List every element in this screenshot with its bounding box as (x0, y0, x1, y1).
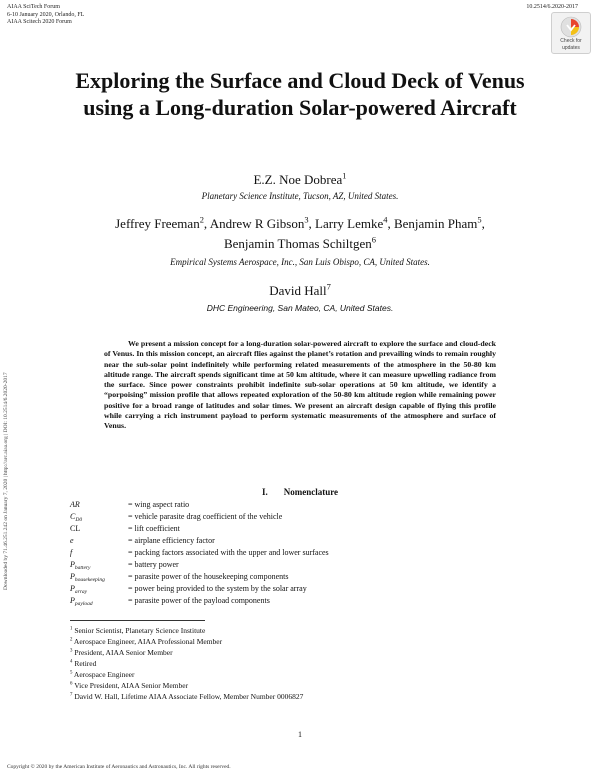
author-line-1 (0, 172, 600, 188)
footnote: $^5$ Aerospace Engineer (70, 670, 135, 679)
author-name: E.Z. Noe Dobrea (253, 172, 343, 187)
nomenclature-row (70, 547, 490, 559)
author-name: Andrew R Gibson (209, 216, 305, 231)
author-sup: 4 (383, 214, 388, 225)
nomenclature-definition: = parasite power of the payload components (128, 596, 270, 605)
nomenclature-symbol: e (70, 536, 74, 545)
author-line-2 (0, 216, 600, 232)
nomenclature-row (70, 511, 490, 523)
nomenclature-definition: = lift coefficient (128, 524, 180, 533)
footnote: $^3$ President, AIAA Senior Member (70, 648, 173, 657)
nomenclature-symbol: $P_{battery}$ (70, 560, 91, 571)
nomenclature-symbol: $P_{array}$ (70, 584, 88, 595)
download-watermark: Downloaded by 71.46.251.242 on January 7, 2020 | http://arc.aiaa.org | DOI: 10.2514/6.2020-2017 (3, 372, 9, 590)
author-name: Jeffrey Freeman (115, 216, 200, 231)
author-line-3 (0, 236, 600, 252)
nomenclature-symbol: AR (70, 500, 80, 509)
page-number: 1 (298, 730, 302, 739)
nomenclature-row (70, 559, 490, 571)
affiliation-3: DHC Engineering, San Mateo, CA, United States. (206, 303, 394, 313)
badge-label-2: updates (562, 44, 580, 51)
nomenclature-definition: = airplane efficiency factor (128, 536, 215, 545)
nomenclature-row (70, 535, 490, 547)
footnote: $^2$ Aerospace Engineer, AIAA Professional Member (70, 637, 223, 646)
author-name: Benjamin Pham (393, 216, 478, 231)
author-sep: , (481, 216, 485, 231)
nomenclature-symbol: $C_{D0}$ (70, 512, 83, 523)
author-name: Larry Lemke (315, 216, 384, 231)
author-sep: , (203, 216, 210, 231)
header-line: AIAA Scitech 2020 Forum (7, 19, 72, 25)
author-sup: 3 (304, 214, 309, 225)
footnote: $^7$ David W. Hall, Lifetime AIAA Associate Fellow, Member Number 0006827 (70, 692, 304, 701)
nomenclature-definition: = parasite power of the housekeeping components (128, 572, 289, 581)
nomenclature-definition: = battery power (128, 560, 179, 569)
check-for-updates-icon (560, 16, 582, 38)
nomenclature-list (70, 499, 490, 607)
nomenclature-row (70, 523, 490, 535)
nomenclature-row (70, 583, 490, 595)
check-for-updates-badge[interactable] (551, 12, 591, 54)
author-name: David Hall (269, 283, 327, 298)
badge-label-1: Check for (560, 38, 582, 44)
nomenclature-row (70, 571, 490, 583)
nomenclature-symbol: CL (70, 524, 81, 533)
running-header (7, 4, 84, 27)
copyright-notice: Copyright © 2020 by the American Institute of Aeronautics and Astronautics, Inc. All rights reserved. (7, 764, 231, 770)
author-sup: 1 (342, 170, 347, 181)
affiliation-1: Planetary Science Institute, Tucson, AZ, United States. (201, 191, 399, 201)
header-line: AIAA SciTech Forum (7, 4, 60, 10)
abstract: We present a mission concept for a long-duration solar-powered aircraft to explore the surface and cloud-deck of Venus. In this mission concept, an aircraft flies against the planet’s rotation and prevailing winds to remain roughly near the sub-solar point indefinitely while performing related measurements of the atmosphere in the 50-80 km altitude range. The aircraft spends significant time at 50 km altitude, where it can measure upwelling radiance from the surface. Since power constraints prohibit indefinite sub-solar operations at 50 km altitude, we identify a “porpoising” mission profile that allows repeated exploration of the 50-80 km altitude region while remaining power positive for a broad range of latitudes and solar times. We present an aircraft design capable of flying this profile while carrying a rich instrument payload to perform systematic measurements of the atmosphere and surface of Venus. (104, 339, 496, 431)
author-sup: 6 (371, 234, 377, 245)
doi-link[interactable]: 10.2514/6.2020-2017 (526, 4, 578, 10)
nomenclature-row (70, 499, 490, 511)
nomenclature-definition: = wing aspect ratio (128, 500, 190, 509)
nomenclature-symbol: $P_{payload}$ (70, 596, 93, 607)
footnotes (70, 625, 303, 702)
section-heading (0, 487, 600, 497)
nomenclature-definition: = vehicle parasite drag coefficient of the vehicle (128, 512, 283, 521)
author-sup: 5 (477, 214, 482, 225)
nomenclature-definition: = power being provided to the system by the solar array (128, 584, 307, 593)
author-sep: , (308, 216, 316, 231)
nomenclature-symbol: f (70, 548, 73, 557)
header-line: 6-10 January 2020, Orlando, FL (7, 11, 85, 18)
nomenclature-row (70, 595, 490, 607)
footnote: $^4$ Retired (70, 659, 97, 668)
author-name: Benjamin Thomas Schiltgen (223, 236, 372, 251)
section-number: I. (261, 487, 268, 497)
affiliation-2: Empirical Systems Aerospace, Inc., San Luis Obispo, CA, United States. (170, 257, 430, 267)
author-sup: 2 (199, 214, 204, 225)
author-line-4 (0, 283, 600, 299)
nomenclature-definition: = packing factors associated with the upper and lower surfaces (128, 548, 329, 557)
nomenclature-symbol: $P_{housekeeping}$ (70, 572, 105, 583)
footnote: $^6$ Vice President, AIAA Senior Member (70, 681, 189, 690)
paper-title: Exploring the Surface and Cloud Deck of Venus using a Long-duration Solar-powered Aircraft (75, 68, 525, 120)
author-sep: , (387, 216, 394, 231)
footnote: $^1$ Senior Scientist, Planetary Science Institute (70, 626, 206, 635)
author-sup: 7 (326, 281, 331, 292)
footnote-divider (70, 620, 205, 621)
section-title: Nomenclature (283, 487, 339, 497)
